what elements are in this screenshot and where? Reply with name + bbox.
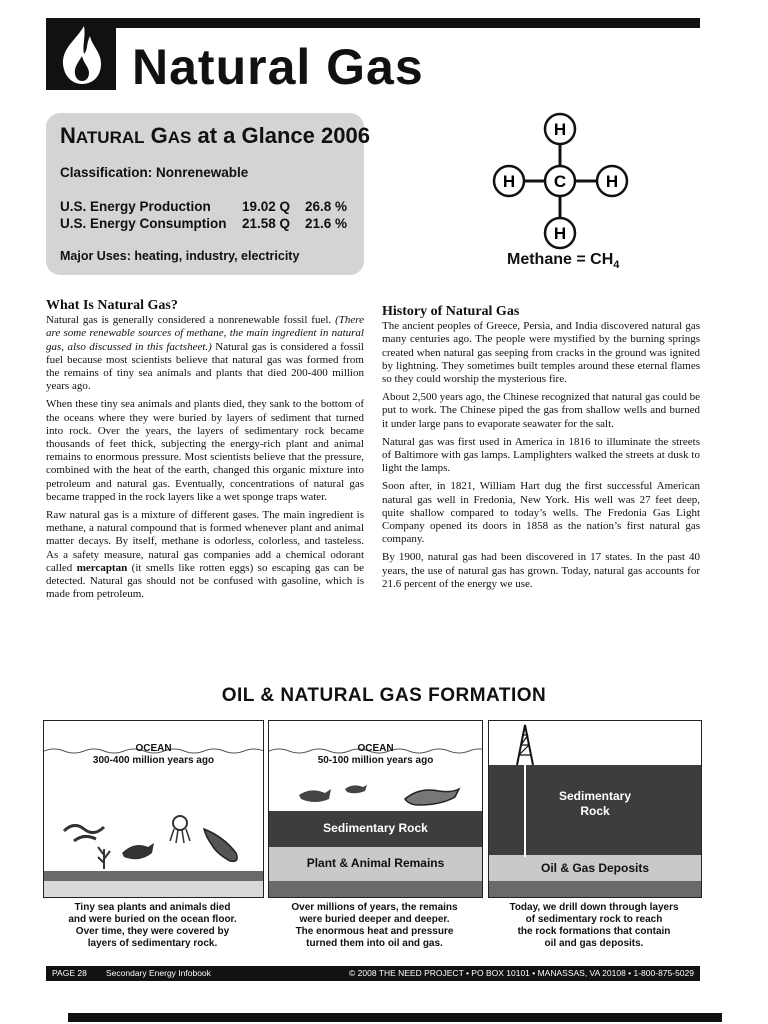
paragraph: When these tiny sea animals and plants died, they sank to the bottom of the oceans where they were buried by layers of sediment that turned into rock. Over the years, the layers of sedimentary rock became thousands of feet thick, subjecting the energy-rich plant and animal remains to enormous pressure. Most scientists believe that the pressure, combined with the heat of the earth, changed this organic mixture into petroleum and natural gas. Eventually, concentrations of natural gas became trapped in the rock layers like a wet sponge traps water. (46, 398, 364, 503)
paragraph-italic-text: (There are some renewable sources of methane, the main ingredient in natural gas, also discussed in this factsheet.) (46, 314, 364, 353)
ocean-label: OCEAN (357, 743, 394, 754)
footer-credit: © 2008 THE NEED PROJECT • PO BOX 10101 • MANASSAS, VA 20108 • 1-800-875-5029 (349, 968, 694, 978)
era-label: 300-400 million years ago (92, 755, 215, 766)
panel-1-caption (43, 902, 262, 950)
paragraph: The ancient peoples of Greece, Persia, and India discovered natural gas many centuries ago. The people were mystified by the burning springs created when natural gas seeping from cracks in the ground was ignited by lightning. They sometimes built temples around these eternal flames so they could worship the mysterious fire. (382, 320, 700, 386)
remains-layer (269, 847, 482, 881)
remains-label: Plant & Animal Remains (306, 856, 445, 870)
bottom-rule (68, 1013, 722, 1022)
what-is-natural-gas-section (46, 299, 364, 606)
methane-label-text: Methane = CH (507, 251, 614, 268)
glance-title-part: ATURAL (75, 128, 145, 147)
rock-label-line: Sedimentary (558, 789, 632, 803)
atom-h-right: H (605, 172, 619, 191)
paragraph-text: Natural gas is considered a fossil fuel because most scientists believe that natural gas was formed from the remains of tiny sea animals and plants that died 200-400 million years ago. (46, 340, 364, 393)
ocean-floor-layer (44, 881, 263, 897)
glance-title (60, 123, 370, 149)
caption-line: Over time, they were covered by (75, 926, 230, 937)
paragraph-text: (it smells like rotten eggs) so escaping gas can be detected. Natural gas should not be confused with gasoline, which is made from petroleum. (46, 561, 364, 601)
paragraph-text: Natural gas is generally considered a nonrenewable fossil fuel. (46, 314, 336, 327)
row-percent: 21.6 % (305, 216, 348, 231)
book-title: Secondary Energy Infobook (106, 968, 211, 978)
paragraph-bold-term: mercaptan (76, 561, 128, 574)
panel-3-caption (488, 902, 700, 950)
atom-h-bottom: H (553, 224, 567, 243)
caption-line: The enormous heat and pressure (295, 926, 454, 937)
section-heading: History of Natural Gas (382, 304, 520, 319)
methane-label (507, 251, 619, 271)
sediment-layer-thin (44, 871, 263, 881)
history-section (382, 305, 700, 596)
page-title: Natural Gas (132, 39, 424, 95)
deep-rock-layer (269, 881, 482, 897)
paragraph: Natural gas was first used in America in 1816 to illuminate the streets of Baltimore with gas lamps. Lamplighters walked the streets at dusk to light the lamps. (382, 435, 700, 475)
drilling-rig-illustration (489, 721, 701, 897)
caption-line: and were buried on the ocean floor. (68, 914, 237, 925)
atom-c-center: C (553, 172, 567, 191)
glance-title-part: at a Glance 2006 (191, 123, 370, 148)
glance-classification: Classification: Nonrenewable (60, 165, 249, 180)
paragraph-text: Raw natural gas is a mixture of different gases. The main ingredient is methane, a natural compound that is formed whenever plant and animal matter decays. By itself, methane is odorless, colorless, and tasteless. As a safety measure, natural gas companies add a chemical odorant called (46, 509, 364, 574)
flame-icon (46, 18, 116, 90)
paragraph: Soon after, in 1821, William Hart dug the first successful American natural gas well in Fredonia, New York. His well was 27 feet deep, quite shallow compared to today’s wells. The Fredonia Gas Light Company opened its doors in 1858 as the nation’s first natural gas company. (382, 480, 700, 546)
page-number: PAGE 28 (52, 968, 87, 978)
caption-line: Today, we drill down through layers (509, 902, 679, 913)
methane-label-subscript: 4 (613, 259, 620, 272)
row-quad: 21.58 Q (242, 216, 291, 231)
formation-panel-2 (268, 720, 483, 898)
glance-title-part: AS (167, 128, 192, 147)
glance-row-consumption (60, 216, 348, 231)
deposits-label: Oil & Gas Deposits (540, 861, 650, 875)
glance-row-production (60, 199, 348, 214)
formation-title: OIL & NATURAL GAS FORMATION (221, 685, 547, 706)
sea-life-illustration (44, 781, 263, 881)
caption-line: layers of sedimentary rock. (87, 938, 218, 949)
formation-panel-1 (43, 720, 264, 898)
fish-illustration (269, 779, 482, 813)
row-percent: 26.8 % (305, 199, 348, 214)
formation-panel-3 (488, 720, 702, 898)
era-label: 50-100 million years ago (317, 755, 434, 766)
panel-2-caption (268, 902, 481, 950)
caption-line: oil and gas deposits. (544, 938, 644, 949)
page-footer (46, 966, 700, 981)
row-label: U.S. Energy Production (60, 199, 211, 214)
caption-line: were buried deeper and deeper. (299, 914, 450, 925)
caption-line: turned them into oil and gas. (306, 938, 443, 949)
row-quad: 19.02 Q (242, 199, 291, 214)
paragraph (46, 509, 364, 601)
paragraph: About 2,500 years ago, the Chinese recognized that natural gas could be put to work. The Chinese piped the gas from shallow wells and burned it under large pans to evaporate seawater for the salt. (382, 391, 700, 430)
paragraph (46, 314, 364, 393)
ocean-label: OCEAN (135, 743, 172, 754)
caption-line: Over millions of years, the remains (291, 902, 458, 913)
glance-title-part: G (144, 123, 168, 148)
caption-line: the rock formations that contain (517, 926, 671, 937)
sedimentary-rock-label: Sedimentary Rock (323, 821, 428, 835)
atom-h-left: H (502, 172, 516, 191)
paragraph: By 1900, natural gas had been discovered in 17 states. In the past 40 years, the use of natural gas has grown. Today, natural gas accounts for 21.6 percent of the energy we use. (382, 551, 700, 590)
glance-title-part: N (60, 123, 76, 148)
glance-box (46, 113, 370, 275)
atom-h-top: H (553, 120, 567, 139)
row-label: U.S. Energy Consumption (60, 216, 227, 231)
glance-uses: Major Uses: heating, industry, electricity (60, 249, 300, 263)
sedimentary-rock-layer (269, 811, 482, 847)
section-heading: What Is Natural Gas? (46, 298, 178, 313)
caption-line: of sedimentary rock to reach (525, 914, 663, 925)
caption-line: Tiny sea plants and animals died (74, 902, 231, 913)
top-rule (46, 18, 700, 28)
rock-label-line: Rock (580, 804, 610, 818)
